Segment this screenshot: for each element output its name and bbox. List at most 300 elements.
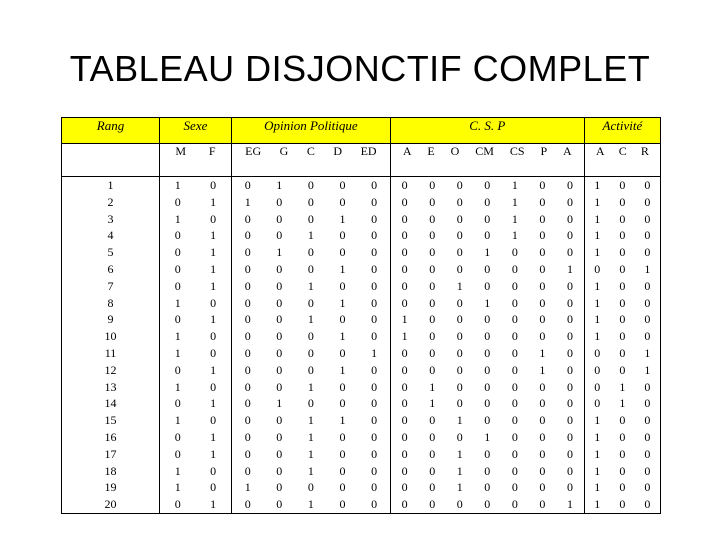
- cell-csp-13-5: 0: [539, 379, 546, 394]
- sublabel-row: [62, 144, 661, 177]
- cell-opinion-6-4: 0: [371, 261, 378, 276]
- cell-csp-4-0: 0: [401, 228, 408, 243]
- cell-csp-11-5: 1: [539, 345, 546, 360]
- cell-csp-11-3: 0: [484, 345, 491, 360]
- cell-csp-3-5: 0: [539, 211, 546, 226]
- sublabel-opinion-0: EG: [245, 144, 262, 158]
- cell-opinion-12-0: 0: [244, 362, 251, 377]
- cell-csp-18-0: 0: [401, 463, 408, 478]
- activite-column-1: [619, 177, 625, 513]
- cell-opinion-13-1: 0: [276, 379, 283, 394]
- sublabels-sexe: [160, 144, 231, 159]
- sublabel-rang-empty: [62, 144, 160, 177]
- cell-csp-2-6: 0: [566, 194, 573, 209]
- cell-activite-6-2: 1: [644, 261, 651, 276]
- cell-activite-4-2: 0: [644, 228, 651, 243]
- cell-csp-18-1: 0: [429, 463, 436, 478]
- cell-rang-20: 20: [104, 497, 117, 512]
- cell-activite-18-0: 1: [594, 463, 601, 478]
- cell-csp-11-0: 0: [401, 345, 408, 360]
- cell-activite-5-2: 0: [644, 245, 651, 260]
- cell-csp-2-2: 0: [456, 194, 463, 209]
- header-csp: C. S. P: [390, 118, 584, 144]
- cell-activite-7-1: 0: [619, 278, 626, 293]
- disjunctive-table: [61, 117, 661, 514]
- cell-opinion-11-4: 1: [371, 345, 378, 360]
- cell-opinion-4-0: 0: [244, 228, 251, 243]
- cell-csp-15-6: 0: [566, 413, 573, 428]
- cell-csp-1-2: 0: [456, 178, 463, 192]
- cell-opinion-4-3: 0: [339, 228, 346, 243]
- cell-opinion-7-1: 0: [276, 278, 283, 293]
- cell-csp-5-3: 1: [484, 245, 491, 260]
- cell-csp-12-1: 0: [429, 362, 436, 377]
- cell-opinion-7-3: 0: [339, 278, 346, 293]
- cell-opinion-16-2: 1: [307, 429, 314, 444]
- cell-csp-8-4: 0: [511, 295, 518, 310]
- cell-sexe-2-1: 1: [210, 194, 217, 209]
- cell-opinion-5-2: 0: [307, 245, 314, 260]
- cell-csp-17-2: 1: [456, 446, 463, 461]
- sublabel-opinion-3: D: [333, 144, 343, 158]
- cell-sexe-13-1: 0: [210, 379, 217, 394]
- cell-opinion-5-1: 1: [276, 245, 283, 260]
- cell-sexe-3-0: 1: [174, 211, 181, 226]
- cell-csp-12-3: 0: [484, 362, 491, 377]
- cell-csp-20-5: 0: [539, 497, 546, 512]
- cell-csp-14-3: 0: [484, 396, 491, 411]
- cell-csp-1-6: 0: [566, 178, 573, 192]
- cell-activite-8-1: 0: [619, 295, 626, 310]
- cell-csp-12-2: 0: [456, 362, 463, 377]
- cell-csp-15-4: 0: [511, 413, 518, 428]
- cell-sexe-11-0: 1: [174, 345, 181, 360]
- cell-opinion-10-2: 0: [307, 329, 314, 344]
- cell-sexe-7-1: 1: [210, 278, 217, 293]
- cell-opinion-19-1: 0: [276, 480, 283, 495]
- cell-csp-8-5: 0: [539, 295, 546, 310]
- cell-opinion-17-0: 0: [244, 446, 251, 461]
- cell-opinion-10-0: 0: [244, 329, 251, 344]
- sublabel-sexe-0: M: [175, 144, 187, 158]
- cell-csp-11-1: 0: [429, 345, 436, 360]
- cell-sexe-11-1: 0: [210, 345, 217, 360]
- cell-activite-5-1: 0: [619, 245, 626, 260]
- cell-csp-11-2: 0: [456, 345, 463, 360]
- cell-activite-17-0: 1: [594, 446, 601, 461]
- cell-csp-5-2: 0: [456, 245, 463, 260]
- cell-opinion-15-3: 1: [339, 413, 346, 428]
- cell-opinion-9-0: 0: [244, 312, 251, 327]
- cell-csp-13-2: 0: [456, 379, 463, 394]
- cell-opinion-13-0: 0: [244, 379, 251, 394]
- cell-opinion-9-1: 0: [276, 312, 283, 327]
- cell-csp-12-6: 0: [566, 362, 573, 377]
- cell-rang-17: 17: [104, 446, 117, 461]
- cell-opinion-20-2: 1: [307, 497, 314, 512]
- opinion-column-4: [371, 177, 377, 513]
- sublabel-activite-0: A: [595, 144, 605, 158]
- cell-sexe-7-0: 0: [174, 278, 181, 293]
- cell-activite-7-0: 1: [594, 278, 601, 293]
- cell-sexe-15-0: 1: [174, 413, 181, 428]
- cell-csp-19-2: 1: [456, 480, 463, 495]
- cell-opinion-6-3: 1: [339, 261, 346, 276]
- cell-opinion-13-3: 0: [339, 379, 346, 394]
- cell-rang-15: 15: [104, 413, 117, 428]
- cell-opinion-16-0: 0: [244, 429, 251, 444]
- cell-activite-18-2: 0: [644, 463, 651, 478]
- cell-csp-3-3: 0: [484, 211, 491, 226]
- sublabel-sexe-1: F: [208, 144, 216, 158]
- cell-csp-16-0: 0: [401, 429, 408, 444]
- cell-opinion-6-2: 0: [307, 261, 314, 276]
- cell-opinion-3-4: 0: [371, 211, 378, 226]
- cell-csp-10-5: 0: [539, 329, 546, 344]
- cell-sexe-10-0: 1: [174, 329, 181, 344]
- cell-sexe-18-0: 1: [174, 463, 181, 478]
- cell-csp-20-6: 1: [566, 497, 573, 512]
- cell-opinion-19-0: 1: [244, 480, 251, 495]
- cell-rang-5: 5: [107, 245, 114, 260]
- cell-csp-12-5: 1: [539, 362, 546, 377]
- cell-csp-12-0: 0: [401, 362, 408, 377]
- cell-opinion-3-0: 0: [244, 211, 251, 226]
- cell-activite-5-0: 1: [594, 245, 601, 260]
- cell-opinion-11-3: 0: [339, 345, 346, 360]
- page-title: TABLEAU DISJONCTIF COMPLET: [69, 48, 651, 89]
- sublabel-csp-4: CS: [509, 144, 525, 158]
- cell-activite-16-1: 0: [619, 429, 626, 444]
- cell-csp-15-1: 0: [429, 413, 436, 428]
- cell-csp-17-5: 0: [539, 446, 546, 461]
- sexe-column-1: [210, 177, 216, 513]
- cell-rang-4: 4: [107, 228, 114, 243]
- cell-csp-14-2: 0: [456, 396, 463, 411]
- csp-column-3: [484, 177, 490, 513]
- cell-csp-14-5: 0: [539, 396, 546, 411]
- cell-opinion-8-2: 0: [307, 295, 314, 310]
- cell-csp-9-0: 1: [401, 312, 408, 327]
- cell-csp-14-0: 0: [401, 396, 408, 411]
- cell-opinion-4-1: 0: [276, 228, 283, 243]
- values-row: [62, 177, 661, 514]
- rang-values: [62, 177, 159, 513]
- cell-activite-7-2: 0: [644, 278, 651, 293]
- cell-csp-1-0: 0: [401, 178, 408, 192]
- cell-activite-13-0: 0: [594, 379, 601, 394]
- cell-csp-15-5: 0: [539, 413, 546, 428]
- cell-sexe-10-1: 0: [210, 329, 217, 344]
- cell-activite-20-1: 0: [619, 497, 626, 512]
- header-row: [62, 118, 661, 144]
- cell-opinion-6-0: 0: [244, 261, 251, 276]
- cell-csp-7-5: 0: [539, 278, 546, 293]
- cell-csp-9-5: 0: [539, 312, 546, 327]
- cell-activite-20-0: 1: [594, 497, 601, 512]
- cell-sexe-6-0: 0: [174, 261, 181, 276]
- cell-csp-8-3: 1: [484, 295, 491, 310]
- cell-sexe-1-1: 0: [210, 178, 217, 192]
- cell-activite-17-1: 0: [619, 446, 626, 461]
- cell-csp-17-1: 0: [429, 446, 436, 461]
- cell-sexe-5-0: 0: [174, 245, 181, 260]
- cell-activite-8-2: 0: [644, 295, 651, 310]
- cell-csp-16-6: 0: [566, 429, 573, 444]
- cell-activite-11-2: 1: [644, 345, 651, 360]
- cell-sexe-1-0: 1: [174, 178, 181, 192]
- cell-csp-20-1: 0: [429, 497, 436, 512]
- cell-csp-18-6: 0: [566, 463, 573, 478]
- cell-activite-3-1: 0: [619, 211, 626, 226]
- cell-activite-13-2: 0: [644, 379, 651, 394]
- cell-activite-3-2: 0: [644, 211, 651, 226]
- cell-opinion-4-2: 1: [307, 228, 314, 243]
- cell-csp-2-5: 0: [539, 194, 546, 209]
- cell-csp-2-3: 0: [484, 194, 491, 209]
- sublabel-activite-1: C: [618, 144, 627, 158]
- csp-column-0: [402, 177, 408, 513]
- cell-opinion-11-2: 0: [307, 345, 314, 360]
- cell-sexe-8-0: 1: [174, 295, 181, 310]
- cell-activite-9-2: 0: [644, 312, 651, 327]
- cell-rang-13: 13: [104, 379, 117, 394]
- cell-activite-15-2: 0: [644, 413, 651, 428]
- cell-opinion-11-1: 0: [276, 345, 283, 360]
- cell-opinion-12-1: 0: [276, 362, 283, 377]
- cell-csp-1-5: 0: [539, 178, 546, 192]
- cell-activite-12-0: 0: [594, 362, 601, 377]
- sublabel-csp-1: E: [427, 144, 435, 158]
- cell-sexe-5-1: 1: [210, 245, 217, 260]
- cell-opinion-2-1: 0: [276, 194, 283, 209]
- cell-csp-12-4: 0: [511, 362, 518, 377]
- sublabel-activite-2: R: [640, 144, 649, 158]
- cell-activite-10-2: 0: [644, 329, 651, 344]
- cell-activite-4-0: 1: [594, 228, 601, 243]
- cell-csp-17-4: 0: [511, 446, 518, 461]
- cell-opinion-20-0: 0: [244, 497, 251, 512]
- cell-csp-20-3: 0: [484, 497, 491, 512]
- cell-rang-11: 11: [104, 345, 117, 360]
- cell-sexe-17-1: 1: [210, 446, 217, 461]
- cell-activite-19-1: 0: [619, 480, 626, 495]
- cell-csp-7-3: 0: [484, 278, 491, 293]
- cell-csp-2-4: 1: [511, 194, 518, 209]
- cell-opinion-19-4: 0: [371, 480, 378, 495]
- cell-opinion-1-2: 0: [307, 178, 314, 192]
- cell-sexe-19-1: 0: [210, 480, 217, 495]
- cell-opinion-10-1: 0: [276, 329, 283, 344]
- cell-csp-13-1: 1: [429, 379, 436, 394]
- cell-opinion-8-4: 0: [371, 295, 378, 310]
- cell-sexe-8-1: 0: [210, 295, 217, 310]
- cell-csp-10-0: 1: [401, 329, 408, 344]
- cell-opinion-5-0: 0: [244, 245, 251, 260]
- cell-opinion-16-1: 0: [276, 429, 283, 444]
- cell-csp-4-5: 0: [539, 228, 546, 243]
- sublabels-csp: [391, 144, 584, 159]
- cell-csp-5-0: 0: [401, 245, 408, 260]
- sublabel-csp-5: P: [540, 144, 548, 158]
- cell-sexe-16-1: 1: [210, 429, 217, 444]
- cell-csp-6-6: 1: [566, 261, 573, 276]
- cell-opinion-20-3: 0: [339, 497, 346, 512]
- cell-opinion-11-0: 0: [244, 345, 251, 360]
- cell-activite-14-0: 0: [594, 396, 601, 411]
- cell-csp-10-2: 0: [456, 329, 463, 344]
- cell-opinion-2-2: 0: [307, 194, 314, 209]
- cell-activite-10-0: 1: [594, 329, 601, 344]
- cell-rang-2: 2: [107, 194, 114, 209]
- cell-opinion-19-3: 0: [339, 480, 346, 495]
- cell-activite-19-0: 1: [594, 480, 601, 495]
- cell-opinion-7-2: 1: [307, 278, 314, 293]
- cell-sexe-2-0: 0: [174, 194, 181, 209]
- cell-csp-6-2: 0: [456, 261, 463, 276]
- cell-csp-16-3: 1: [484, 429, 491, 444]
- cell-csp-10-1: 0: [429, 329, 436, 344]
- cell-rang-14: 14: [104, 396, 117, 411]
- opinion-column-3: [339, 177, 345, 513]
- opinion-column-0: [245, 177, 251, 513]
- cell-csp-18-2: 1: [456, 463, 463, 478]
- cell-csp-13-0: 0: [401, 379, 408, 394]
- cell-activite-15-0: 1: [594, 413, 601, 428]
- sublabels-opinion: [232, 144, 390, 159]
- cell-csp-5-4: 0: [511, 245, 518, 260]
- cell-csp-7-6: 0: [566, 278, 573, 293]
- cell-opinion-12-3: 1: [339, 362, 346, 377]
- cell-sexe-4-1: 1: [210, 228, 217, 243]
- cell-opinion-13-2: 1: [307, 379, 314, 394]
- cell-csp-9-3: 0: [484, 312, 491, 327]
- cell-csp-15-2: 1: [456, 413, 463, 428]
- sublabel-csp-2: O: [450, 144, 460, 158]
- cell-csp-13-4: 0: [511, 379, 518, 394]
- cell-csp-10-6: 0: [566, 329, 573, 344]
- cell-opinion-5-4: 0: [371, 245, 378, 260]
- cell-csp-19-5: 0: [539, 480, 546, 495]
- cell-csp-20-2: 0: [456, 497, 463, 512]
- rang-column: [105, 177, 117, 513]
- cell-csp-6-1: 0: [429, 261, 436, 276]
- cell-sexe-16-0: 0: [174, 429, 181, 444]
- cell-csp-10-4: 0: [511, 329, 518, 344]
- cell-opinion-4-4: 0: [371, 228, 378, 243]
- cell-csp-19-4: 0: [511, 480, 518, 495]
- cell-csp-15-0: 0: [401, 413, 408, 428]
- cell-csp-10-3: 0: [484, 329, 491, 344]
- cell-activite-17-2: 0: [644, 446, 651, 461]
- cell-csp-5-5: 0: [539, 245, 546, 260]
- cell-opinion-9-2: 1: [307, 312, 314, 327]
- cell-csp-16-1: 0: [429, 429, 436, 444]
- cell-activite-1-1: 0: [619, 178, 626, 192]
- cell-csp-8-6: 0: [566, 295, 573, 310]
- cell-csp-14-4: 0: [511, 396, 518, 411]
- cell-rang-6: 6: [107, 261, 114, 276]
- cell-sexe-4-0: 0: [174, 228, 181, 243]
- cell-csp-2-0: 0: [401, 194, 408, 209]
- cell-sexe-3-1: 0: [210, 211, 217, 226]
- cell-activite-2-1: 0: [619, 194, 626, 209]
- sexe-values: [160, 177, 231, 513]
- cell-activite-1-0: 1: [594, 178, 601, 192]
- cell-csp-11-4: 0: [511, 345, 518, 360]
- cell-sexe-15-1: 0: [210, 413, 217, 428]
- cell-opinion-14-4: 0: [371, 396, 378, 411]
- opinion-column-1: [276, 177, 282, 513]
- cell-opinion-17-2: 1: [307, 446, 314, 461]
- cell-activite-9-0: 1: [594, 312, 601, 327]
- cell-opinion-1-3: 0: [339, 178, 346, 192]
- cell-csp-19-0: 0: [401, 480, 408, 495]
- cell-rang-1: 1: [107, 178, 114, 192]
- cell-csp-18-5: 0: [539, 463, 546, 478]
- cell-csp-18-4: 0: [511, 463, 518, 478]
- cell-activite-14-2: 0: [644, 396, 651, 411]
- cell-activite-4-1: 0: [619, 228, 626, 243]
- cell-opinion-18-1: 0: [276, 463, 283, 478]
- cell-activite-16-0: 1: [594, 429, 601, 444]
- csp-column-2: [457, 177, 463, 513]
- cell-opinion-14-3: 0: [339, 396, 346, 411]
- csp-column-1: [429, 177, 435, 513]
- cell-csp-16-2: 0: [456, 429, 463, 444]
- cell-opinion-20-4: 0: [371, 497, 378, 512]
- cell-csp-11-6: 0: [566, 345, 573, 360]
- cell-csp-17-6: 0: [566, 446, 573, 461]
- cell-opinion-19-2: 0: [307, 480, 314, 495]
- cell-csp-17-3: 0: [484, 446, 491, 461]
- cell-opinion-8-0: 0: [244, 295, 251, 310]
- opinion-column-2: [308, 177, 314, 513]
- cell-activite-19-2: 0: [644, 480, 651, 495]
- cell-opinion-15-0: 0: [244, 413, 251, 428]
- cell-activite-15-1: 0: [619, 413, 626, 428]
- cell-activite-6-0: 0: [594, 261, 601, 276]
- cell-csp-9-4: 0: [511, 312, 518, 327]
- cell-rang-12: 12: [104, 362, 117, 377]
- cell-opinion-18-3: 0: [339, 463, 346, 478]
- cell-csp-4-2: 0: [456, 228, 463, 243]
- cell-csp-15-3: 0: [484, 413, 491, 428]
- header-rang: Rang: [62, 118, 160, 144]
- activite-column-0: [594, 177, 600, 513]
- cell-opinion-2-4: 0: [371, 194, 378, 209]
- cell-rang-9: 9: [107, 312, 114, 327]
- cell-csp-9-1: 0: [429, 312, 436, 327]
- cell-activite-2-2: 0: [644, 194, 651, 209]
- cell-opinion-18-0: 0: [244, 463, 251, 478]
- cell-activite-6-1: 0: [619, 261, 626, 276]
- cell-opinion-15-2: 1: [307, 413, 314, 428]
- cell-activite-9-1: 0: [619, 312, 626, 327]
- cell-csp-4-3: 0: [484, 228, 491, 243]
- cell-activite-8-0: 1: [594, 295, 601, 310]
- cell-activite-11-1: 0: [619, 345, 626, 360]
- cell-opinion-17-3: 0: [339, 446, 346, 461]
- cell-sexe-18-1: 0: [210, 463, 217, 478]
- cell-csp-13-3: 0: [484, 379, 491, 394]
- sublabel-opinion-2: C: [306, 144, 315, 158]
- cell-csp-14-1: 1: [429, 396, 436, 411]
- cell-opinion-9-4: 0: [371, 312, 378, 327]
- cell-opinion-14-2: 0: [307, 396, 314, 411]
- cell-opinion-17-1: 0: [276, 446, 283, 461]
- cell-opinion-6-1: 0: [276, 261, 283, 276]
